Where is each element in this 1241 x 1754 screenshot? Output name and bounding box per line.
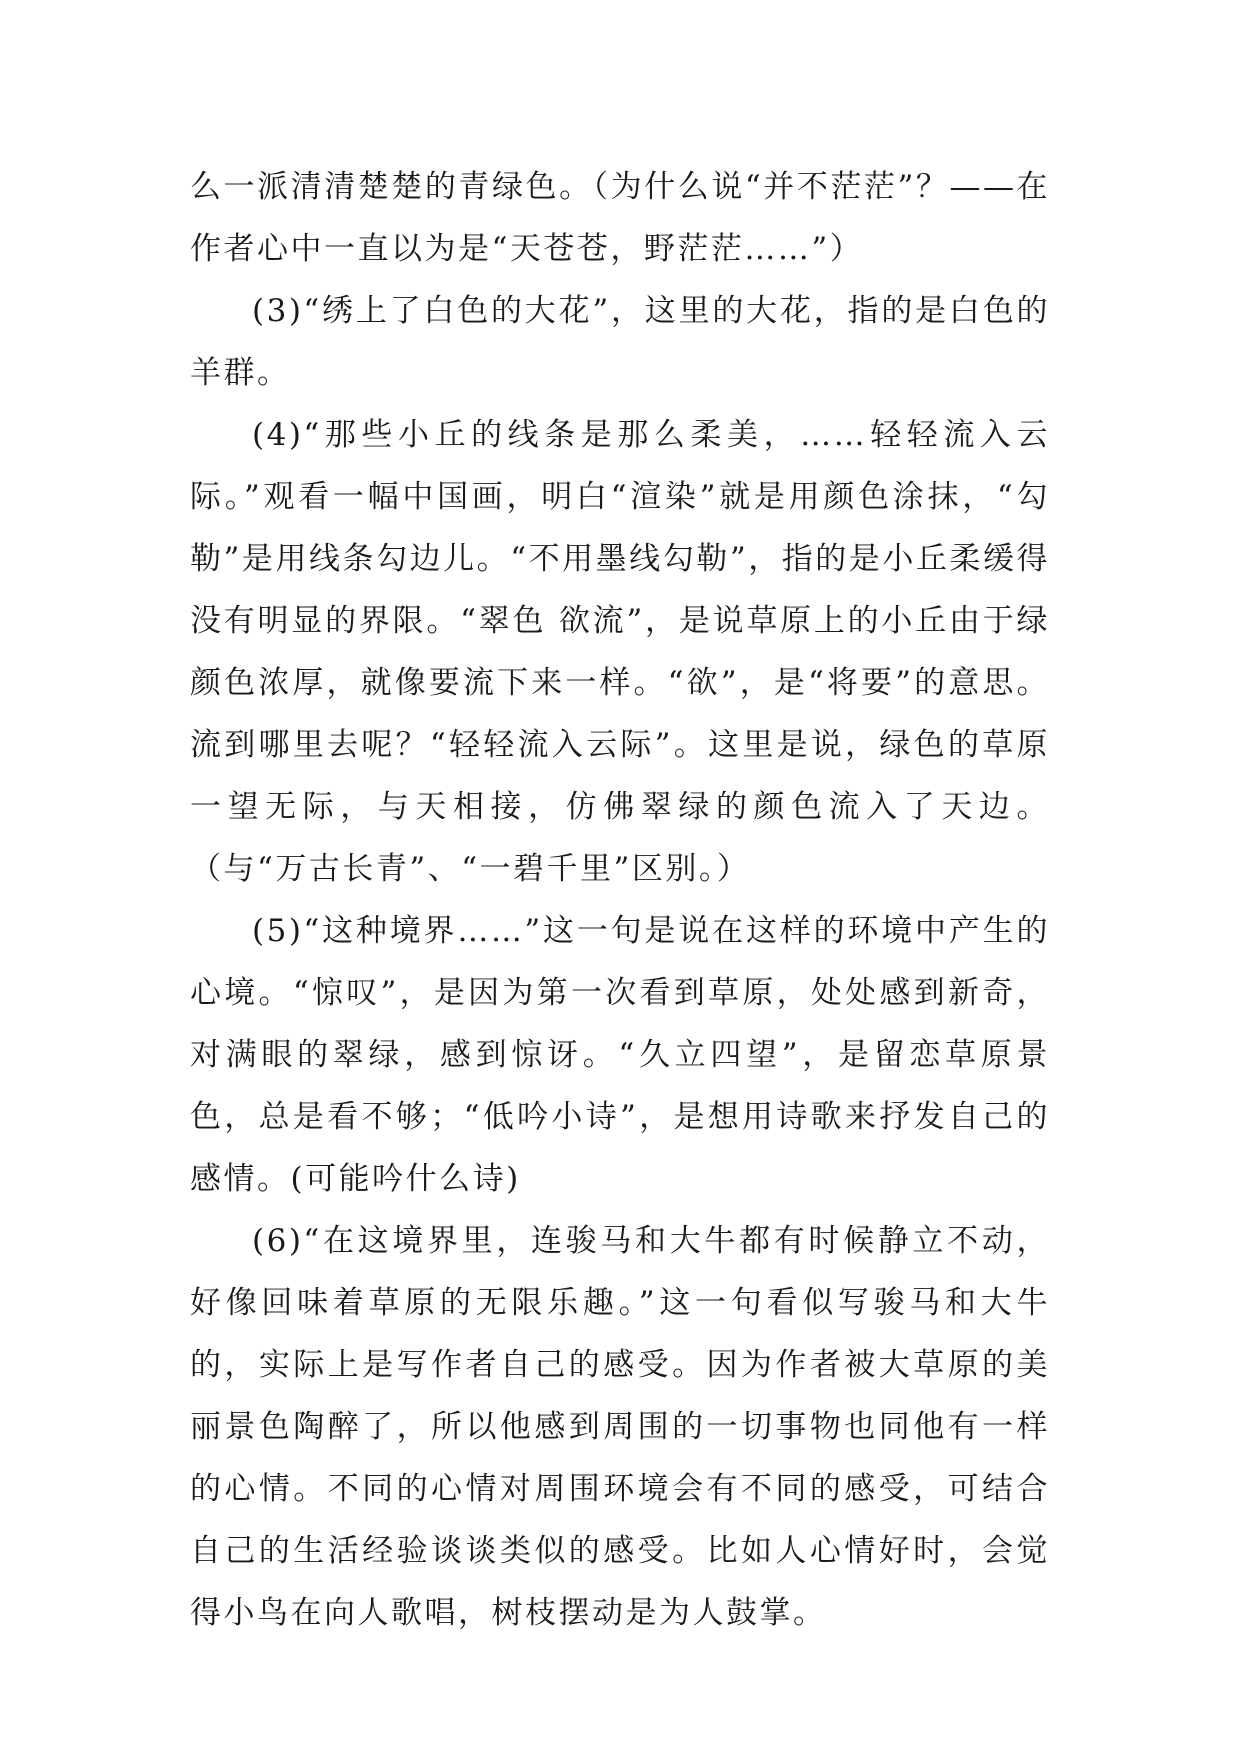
paragraph-item-6: (6)“在这境界里，连骏马和大牛都有时候静立不动，好像回味着草原的无限乐趣。”这一句看似写骏马和大牛的，实际上是写作者自己的感受。因为作者被大草原的美丽景色陶醉了，所以他感到周围的一切事物也同他有一样的心情。不同的心情对周围环境会有不同的感受，可结合自己的生活经验谈谈类似的感受。比如人心情好时，会觉得小鸟在向人歌唱，树枝摆动是为人鼓掌。 bbox=[190, 1223, 1050, 1631]
paragraph-continuation: 么一派清清楚楚的青绿色。（为什么说“并不茫茫”？——在作者心中一直以为是“天苍苍，野茫茫……”） bbox=[190, 169, 1050, 267]
paragraph-item-3: (3)“绣上了白色的大花”，这里的大花，指的是白色的羊群。 bbox=[190, 293, 1050, 391]
body-text bbox=[190, 156, 1050, 1644]
paragraph-item-4: (4)“那些小丘的线条是那么柔美，……轻轻流入云际。”观看一幅中国画，明白“渲染”就是用颜色涂抹，“勾勒”是用线条勾边儿。“不用墨线勾勒”，指的是小丘柔缓得没有明显的界限。“翠色 欲流”，是说草原上的小丘由于绿颜色浓厚，就像要流下来一样。“欲”，是“将要”的意思。流到哪里去呢？“轻轻流入云际”。这里是说，绿色的草原一望无际，与天相接，仿佛翠绿的颜色流入了天边。（与“万古长青”、“一碧千里”区别。） bbox=[190, 417, 1050, 887]
paragraph-item-5: (5)“这种境界……”这一句是说在这样的环境中产生的心境。“惊叹”，是因为第一次看到草原，处处感到新奇，对满眼的翠绿，感到惊讶。“久立四望”，是留恋草原景色，总是看不够；“低吟小诗”，是想用诗歌来抒发自己的感情。(可能吟什么诗) bbox=[190, 913, 1050, 1197]
